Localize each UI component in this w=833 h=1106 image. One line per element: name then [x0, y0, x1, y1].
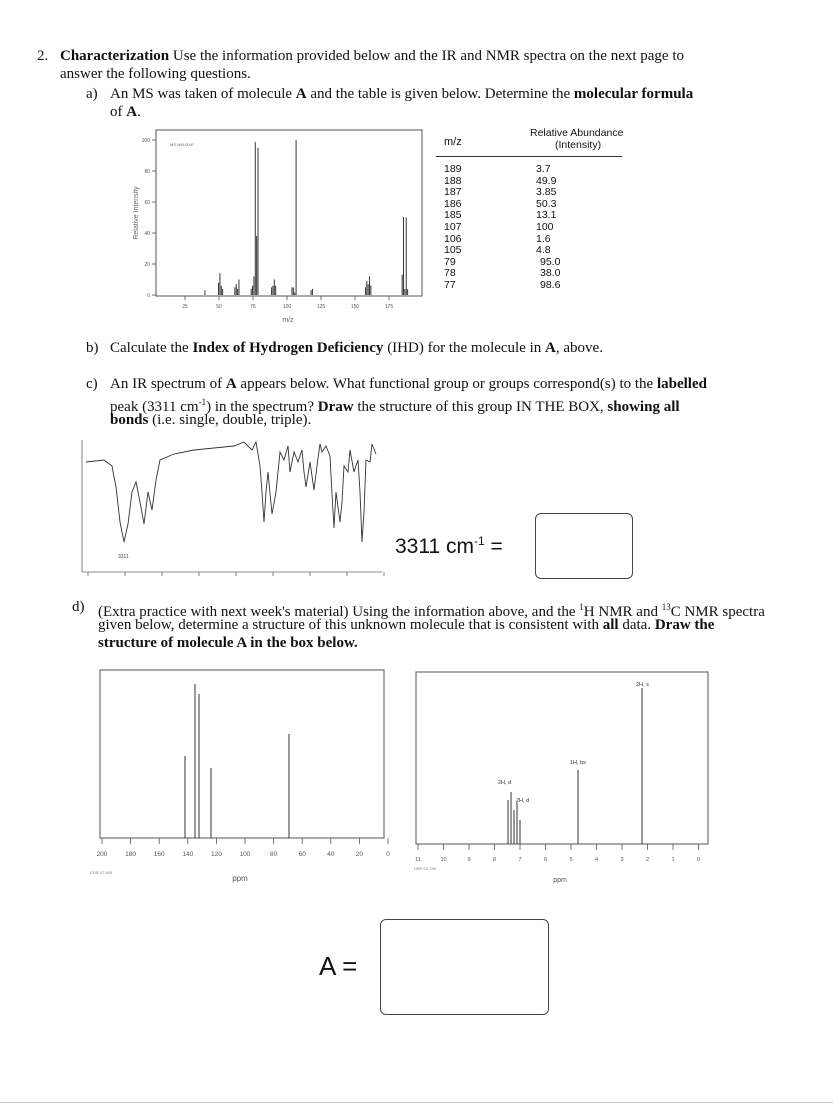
ir-answer-value: 3311 cm: [395, 535, 474, 558]
ms-y-tick-label: 60: [144, 200, 150, 206]
part-c-line-1: [110, 376, 800, 393]
part-c-l1-bold-a: A: [225, 376, 237, 392]
ms-table-mz: 185: [444, 209, 462, 222]
ms-x-tick-label: 25: [182, 304, 188, 310]
ms-table-abundance: 100: [536, 221, 554, 233]
part-a-text-1: An MS was taken of molecule: [110, 86, 293, 102]
h1-label-1h-bs: 1H, bs: [570, 760, 586, 766]
c13-tick-label: 40: [327, 851, 335, 858]
ms-x-tick-label: 100: [282, 304, 292, 310]
ms-x-axis-label: m/z: [282, 317, 294, 324]
h1-label-2h-d-2: 2H, d: [516, 798, 530, 804]
ms-table-abundance: 13.1: [536, 209, 557, 222]
ms-spectrum: [130, 128, 426, 328]
part-d-l1-sup2: 13: [661, 602, 671, 612]
part-a-period: .: [137, 104, 141, 120]
ms-table-abundance: 38.0: [540, 267, 561, 280]
c13-peaks: [185, 684, 289, 838]
part-c-label: c): [86, 376, 98, 392]
ms-table-row: [436, 256, 636, 268]
part-c-l2-a: peak (3311 cm: [110, 399, 199, 415]
c13-tick-label: 20: [355, 851, 364, 858]
part-a-text-2: and the table is given below. Determine the: [310, 86, 571, 102]
ms-y-tick-label: 80: [144, 169, 150, 175]
c13-frame: [100, 670, 384, 838]
part-d-l1-sup1: 1: [579, 602, 584, 612]
part-c-l2-bold-showing: showing all: [607, 399, 680, 415]
h1-code: HSP-02-740: [414, 866, 437, 871]
h1-label-2h-d-1: 2H, d: [498, 780, 512, 786]
ms-y-tick-label: 40: [144, 231, 150, 237]
part-c-l3-rest: (i.e. single, double, triple).: [152, 412, 312, 428]
ms-table-row: [436, 163, 636, 175]
part-c-l1-a: An IR spectrum of: [110, 376, 223, 392]
ms-y-tick-label: 20: [144, 262, 150, 268]
h1-tick-label: 2: [645, 857, 650, 863]
part-c-l3-bold: bonds: [110, 412, 149, 428]
part-d-line-3: [98, 635, 358, 652]
ms-x-tick-label: 175: [384, 304, 394, 310]
ms-table-rule: [436, 156, 622, 157]
ms-table-abundance: 95.0: [540, 255, 561, 268]
h1-tick-label: 10: [440, 857, 447, 863]
c13-nmr-spectrum: [90, 668, 390, 883]
ms-y-tick-label: 0: [147, 293, 150, 299]
h1-tick-label: 8: [492, 857, 497, 863]
intro-line-2: answer the following questions.: [60, 66, 251, 82]
ms-table-mz: 77: [444, 279, 456, 291]
part-a-text: [110, 86, 800, 103]
part-d-l1: (Extra practice with next week's material) Using the information above, and the: [98, 604, 580, 620]
h1-tick-label: 11: [415, 857, 421, 863]
c13-tick-label: 0: [386, 851, 390, 858]
ms-table-mz: 105: [444, 244, 462, 257]
h1-label-2h-s: 2H, s: [636, 682, 649, 688]
part-a-bold-a: A: [295, 86, 307, 102]
h1-peaks: [508, 688, 642, 844]
ms-table-mz: 189: [444, 163, 462, 175]
ms-table-header-intensity: (Intensity): [555, 139, 602, 151]
ms-table-mz: 78: [444, 267, 456, 280]
h1-tick-label: 4: [594, 857, 599, 863]
c13-tick-label: 100: [239, 851, 251, 858]
ms-table-abundance: 98.6: [540, 279, 561, 291]
part-d-l2-bold-all: all: [602, 617, 619, 633]
part-b-text-1: Calculate the: [110, 340, 189, 356]
ms-table-row: [436, 209, 636, 221]
h1-tick-label: 5: [569, 857, 573, 863]
ms-x-tick-label: 75: [250, 304, 256, 310]
ir-spectrum: [64, 432, 384, 582]
ms-x-tick-label: 50: [216, 304, 222, 310]
ms-table-mz: 107: [444, 221, 462, 233]
part-c-l1-bold: labelled: [656, 376, 707, 392]
c13-tick-label: 200: [96, 851, 108, 858]
ms-table-mz: 79: [444, 255, 456, 268]
ms-table-row: [436, 279, 636, 291]
ms-table-mz: 188: [444, 174, 462, 187]
part-c-line-3: [110, 412, 311, 429]
ms-table-row: [436, 175, 636, 187]
part-b-text: [110, 340, 603, 357]
c13-tick-label: 140: [182, 851, 194, 858]
question-title: Characterization: [60, 48, 170, 64]
question-intro: [60, 48, 800, 65]
part-d-label: d): [72, 599, 85, 615]
part-d-l3-bold: structure of molecule A in the box below.: [98, 635, 358, 651]
ir-answer-label: [395, 534, 503, 559]
final-answer-label: A =: [319, 951, 358, 981]
ms-y-tick-label: 100: [141, 138, 150, 144]
h1-x-label: ppm: [553, 877, 567, 884]
part-d-l1-mid: H NMR and: [583, 604, 662, 620]
part-d-line-2: [98, 617, 798, 634]
h1-frame: [416, 672, 708, 844]
part-b-bold-ihd: Index of Hydrogen Deficiency: [192, 340, 384, 356]
part-b-bold-a: A: [545, 340, 556, 356]
c13-tick-label: 60: [298, 851, 306, 858]
part-c-l1-b: appears below. What functional group or groups correspond(s) to the: [240, 376, 654, 392]
question-number: 2.: [37, 48, 49, 64]
part-a-text-line2: [110, 104, 141, 121]
part-d-l2-a: given below, determine a structure of this unknown molecule that is consistent with: [98, 617, 599, 633]
ms-y-axis-label: Relative Intensity: [133, 186, 140, 240]
c13-code: CDS-07-915: [90, 870, 113, 875]
ms-table-mz: 186: [444, 197, 462, 210]
ms-corner-label: MS-NW-0047: [170, 142, 195, 147]
c13-tick-label: 80: [269, 851, 278, 858]
ir-trace: [86, 442, 376, 542]
ms-table-header-mz: m/z: [444, 136, 462, 148]
ms-table-header-abundance: Relative Abundance: [530, 127, 624, 139]
ir-answer-equals: =: [490, 535, 503, 558]
part-c-l2-b: ) in the spectrum?: [206, 399, 314, 415]
h1-tick-label: 7: [518, 857, 522, 863]
part-a-bold-a2: A: [126, 104, 138, 120]
part-c-l2-c: the structure of this group IN THE BOX,: [357, 399, 604, 415]
ms-x-tick-label: 125: [316, 304, 326, 310]
ir-peak-label: 3311: [118, 554, 129, 560]
c13-tick-label: 180: [125, 851, 137, 858]
h1-tick-label: 9: [467, 857, 471, 863]
ms-x-tick-label: 150: [350, 304, 360, 310]
page-bottom-rule: [0, 1102, 833, 1103]
ms-table-abundance: 3.85: [536, 186, 557, 199]
ms-table-mz: 106: [444, 232, 462, 245]
part-d-l1-end: C NMR spectra: [670, 604, 765, 620]
ms-table-abundance: 4.8: [536, 244, 551, 257]
ms-table-row: [436, 233, 636, 245]
ms-table-row: [436, 221, 636, 233]
ms-table-abundance: 50.3: [536, 197, 557, 210]
ir-answer-sup: -1: [474, 534, 485, 548]
part-c-l2-bold-draw: Draw: [317, 399, 354, 415]
h1-nmr-spectrum: [410, 670, 712, 886]
ms-table-row: [436, 267, 636, 279]
ms-table-row: [436, 186, 636, 198]
h1-tick-label: 6: [543, 857, 548, 863]
ms-table-row: [436, 244, 636, 256]
c13-x-label: ppm: [232, 874, 248, 883]
ms-table: [436, 125, 636, 325]
ms-table-abundance: 49.9: [536, 174, 557, 187]
h1-tick-label: 0: [696, 857, 701, 863]
c13-tick-label: 160: [153, 851, 165, 858]
part-d-l2-bold-draw: Draw the: [654, 617, 715, 633]
part-a-label: a): [86, 86, 98, 102]
c13-tick-label: 120: [210, 851, 222, 858]
part-b-text-3: , above.: [555, 340, 603, 356]
h1-tick-label: 3: [620, 857, 624, 863]
final-answer-box[interactable]: [380, 919, 549, 1015]
intro-line-1: Use the information provided below and the IR and NMR spectra on the next page to: [172, 48, 685, 64]
ms-plot-frame: [156, 130, 422, 296]
part-b-label: b): [86, 340, 99, 356]
ms-table-abundance: 3.7: [536, 163, 551, 175]
part-a-bold-formula: molecular formula: [573, 86, 694, 102]
part-a-of: of: [110, 104, 123, 120]
ms-table-row: [436, 198, 636, 210]
ir-answer-box[interactable]: [535, 513, 633, 579]
ms-table-mz: 187: [444, 186, 462, 199]
part-c-l2-sup: -1: [198, 397, 207, 407]
part-b-text-2: (IHD) for the molecule in: [387, 340, 542, 356]
part-d-l2-b: data.: [622, 617, 652, 633]
ms-table-abundance: 1.6: [536, 232, 551, 245]
h1-tick-label: 1: [671, 857, 675, 863]
